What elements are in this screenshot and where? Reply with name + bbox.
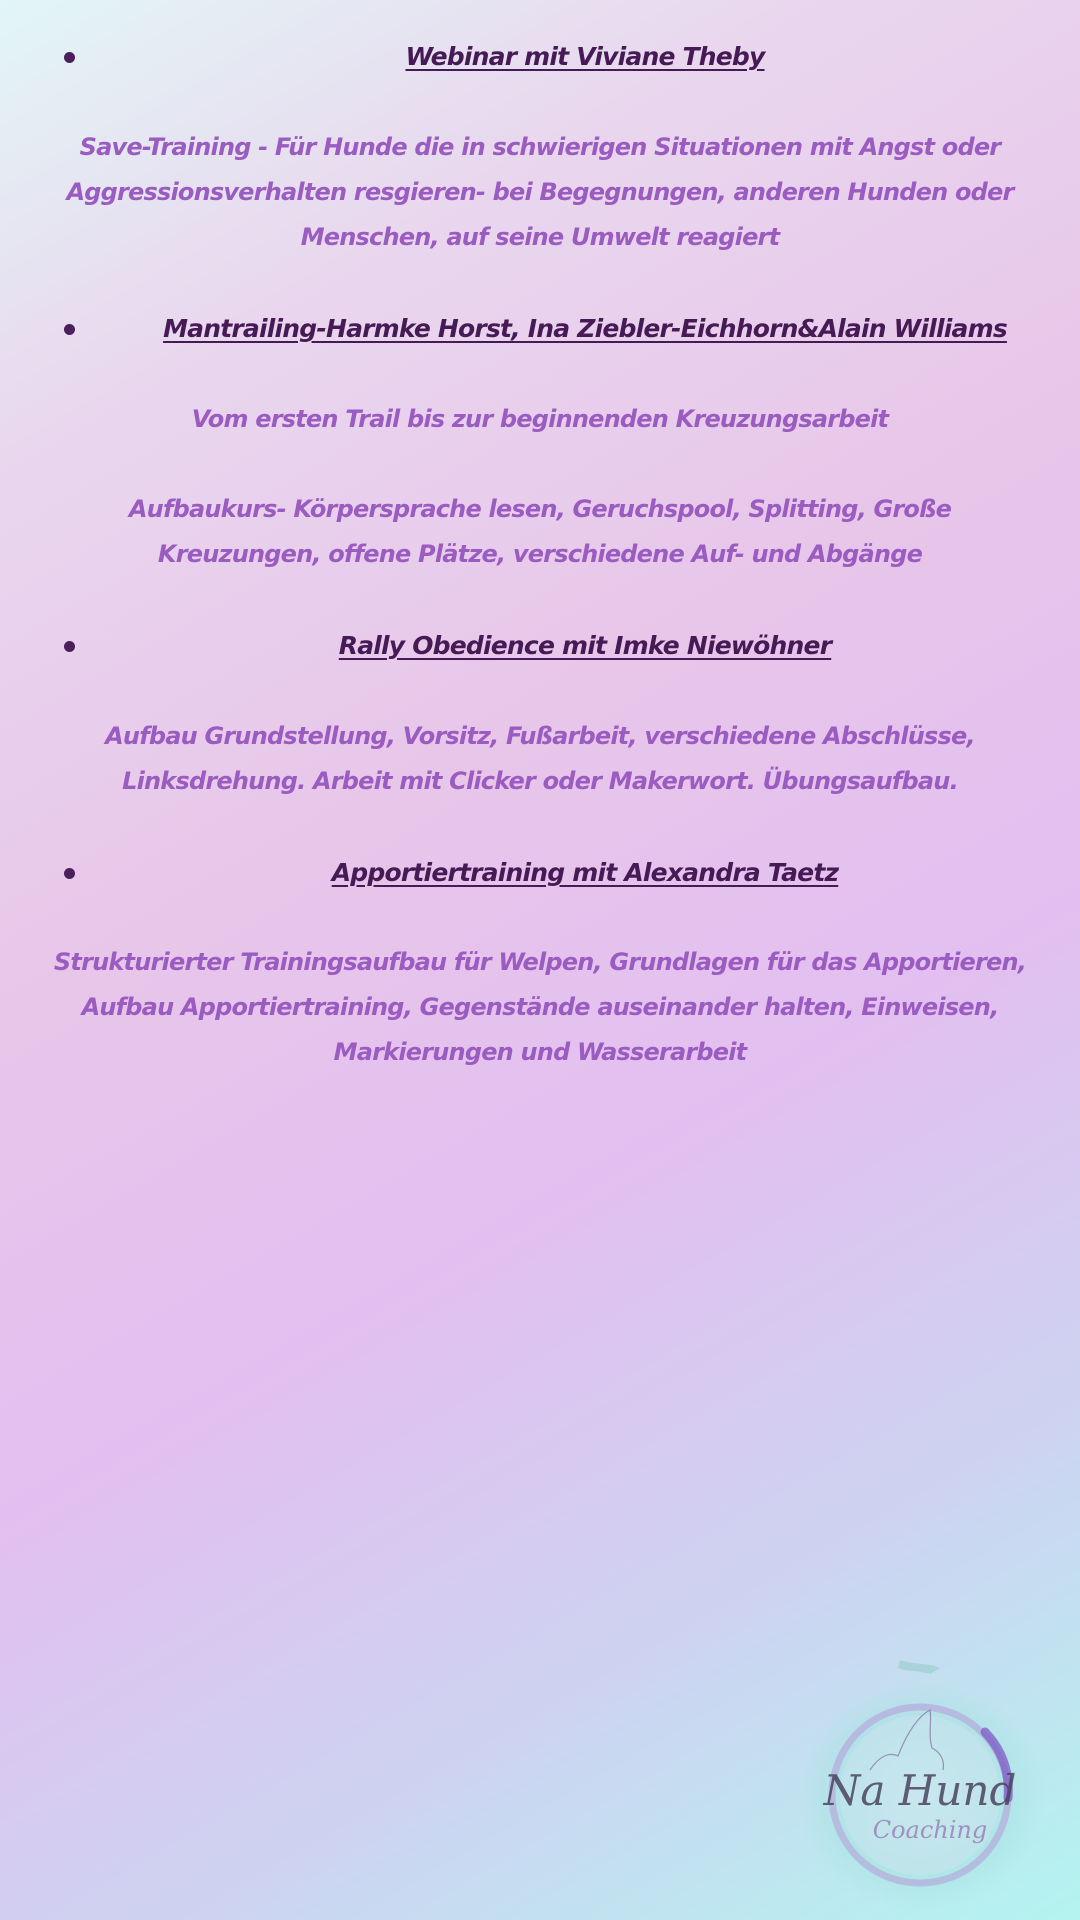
bullet-icon xyxy=(64,324,75,335)
section-heading-row xyxy=(0,848,1080,898)
section-heading: Rally Obedience mit Imke Niewöhner xyxy=(338,631,832,660)
section-heading-row xyxy=(0,304,1080,354)
section-heading: Webinar mit Viviane Theby xyxy=(405,42,765,71)
section-description: Strukturierter Trainingsaufbau für Welpen, Grundlagen für das Apportieren, Aufbau Apportiertraining, Gegenstände auseinander halten, Einweisen, Markierungen und Wasserarbeit xyxy=(53,948,1027,1066)
section-heading-row xyxy=(0,621,1080,671)
section-heading: Mantrailing-Harmke Horst, Ina Ziebler-Eichhorn&Alain Williams xyxy=(163,314,1007,343)
na-hund-coaching-logo xyxy=(780,1660,1060,1920)
section-description: Save-Training - Für Hunde die in schwierigen Situationen mit Angst oder Aggressionsverhalten resgieren- bei Begegnungen, anderen Hunden oder Menschen, auf seine Umwelt reagiert xyxy=(66,133,1014,251)
bullet-icon xyxy=(64,52,75,63)
section-description: Aufbau Grundstellung, Vorsitz, Fußarbeit, verschiedene Abschlüsse, Linksdrehung. Arbeit mit Clicker oder Makerwort. Übungsaufbau. xyxy=(105,722,975,795)
bullet-icon xyxy=(64,641,75,652)
section-description: Aufbaukurs- Körpersprache lesen, Geruchspool, Splitting, Große Kreuzungen, offene Plätze, verschiedene Auf- und Abgänge xyxy=(128,495,952,568)
logo-title: Na Hund xyxy=(823,1766,1017,1815)
section-heading: Apportiertraining mit Alexandra Taetz xyxy=(331,858,839,887)
section-description: Vom ersten Trail bis zur beginnenden Kreuzungsarbeit xyxy=(191,405,889,433)
logo-subtitle: Coaching xyxy=(872,1816,988,1844)
bullet-icon xyxy=(64,868,75,879)
section-heading-row xyxy=(0,32,1080,82)
